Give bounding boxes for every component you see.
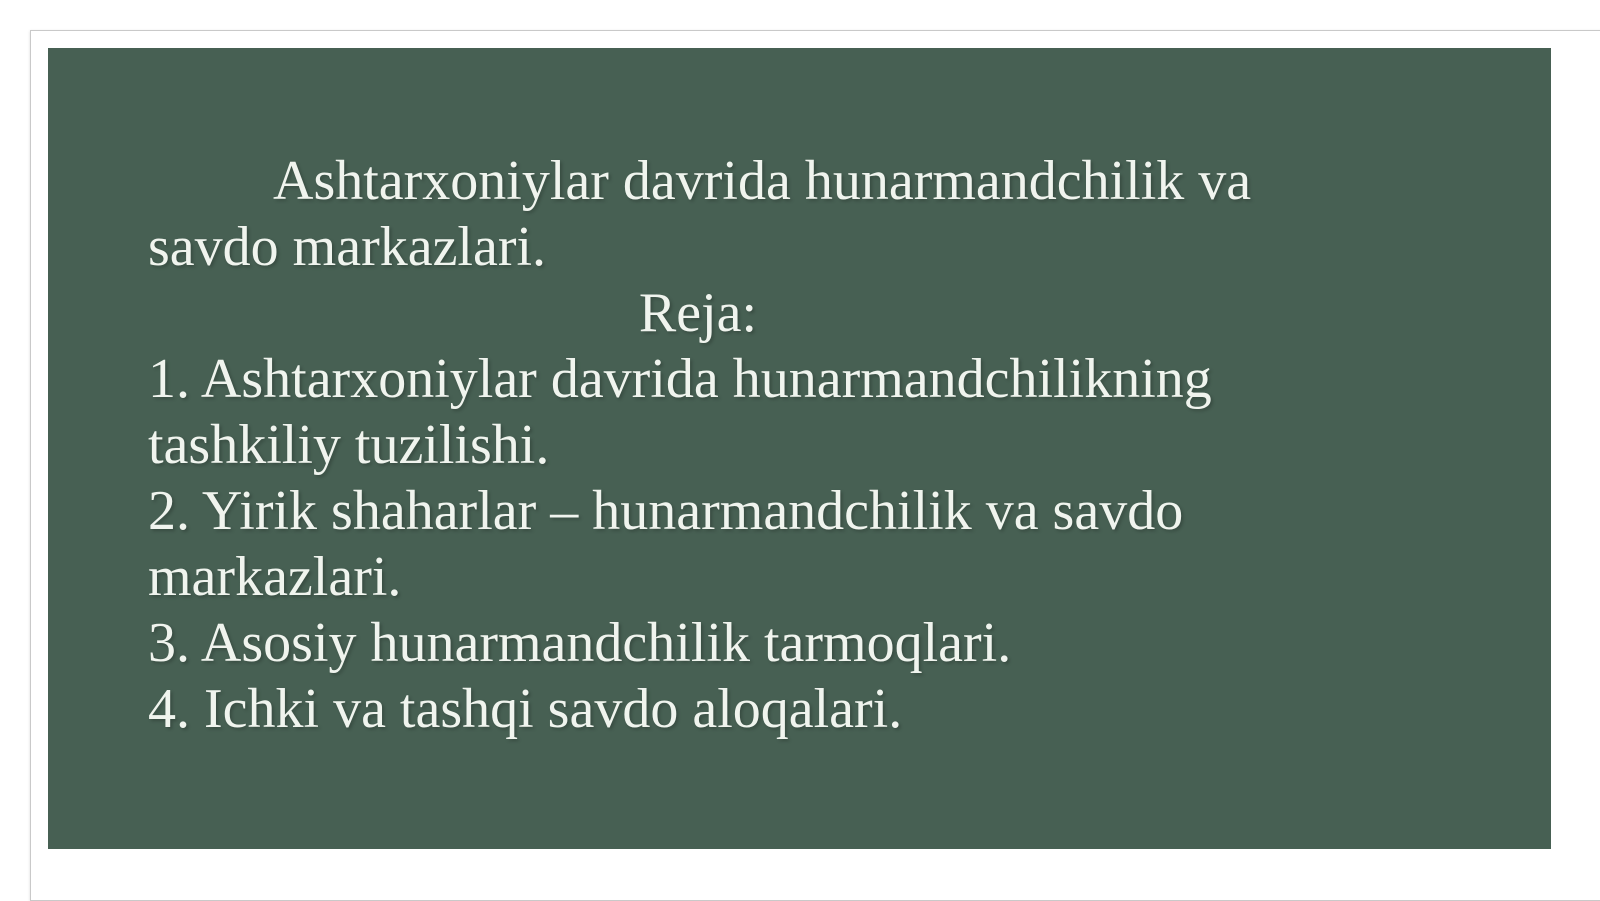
slide-canvas: [48, 48, 1551, 849]
slide-title-line-2: savdo markazlari.: [148, 216, 547, 278]
plan-item-2-line-1: 2. Yirik shaharlar – hunarmandchilik va savdo: [148, 480, 1184, 542]
plan-item-1-line-1: 1. Ashtarxoniylar davrida hunarmandchilikning: [148, 348, 1212, 410]
plan-item-3: 3. Asosiy hunarmandchilik tarmoqlari.: [148, 612, 1012, 674]
slide-title-line-1: Ashtarxoniylar davrida hunarmandchilik va: [273, 150, 1252, 212]
plan-item-1-line-2: tashkiliy tuzilishi.: [148, 414, 550, 476]
slide-text-block: [48, 48, 1252, 742]
slide-frame: [30, 30, 1600, 901]
plan-item-4: 4. Ichki va tashqi savdo aloqalari.: [148, 678, 903, 740]
plan-item-2-line-2: markazlari.: [148, 546, 402, 608]
plan-heading: Reja:: [638, 282, 758, 344]
